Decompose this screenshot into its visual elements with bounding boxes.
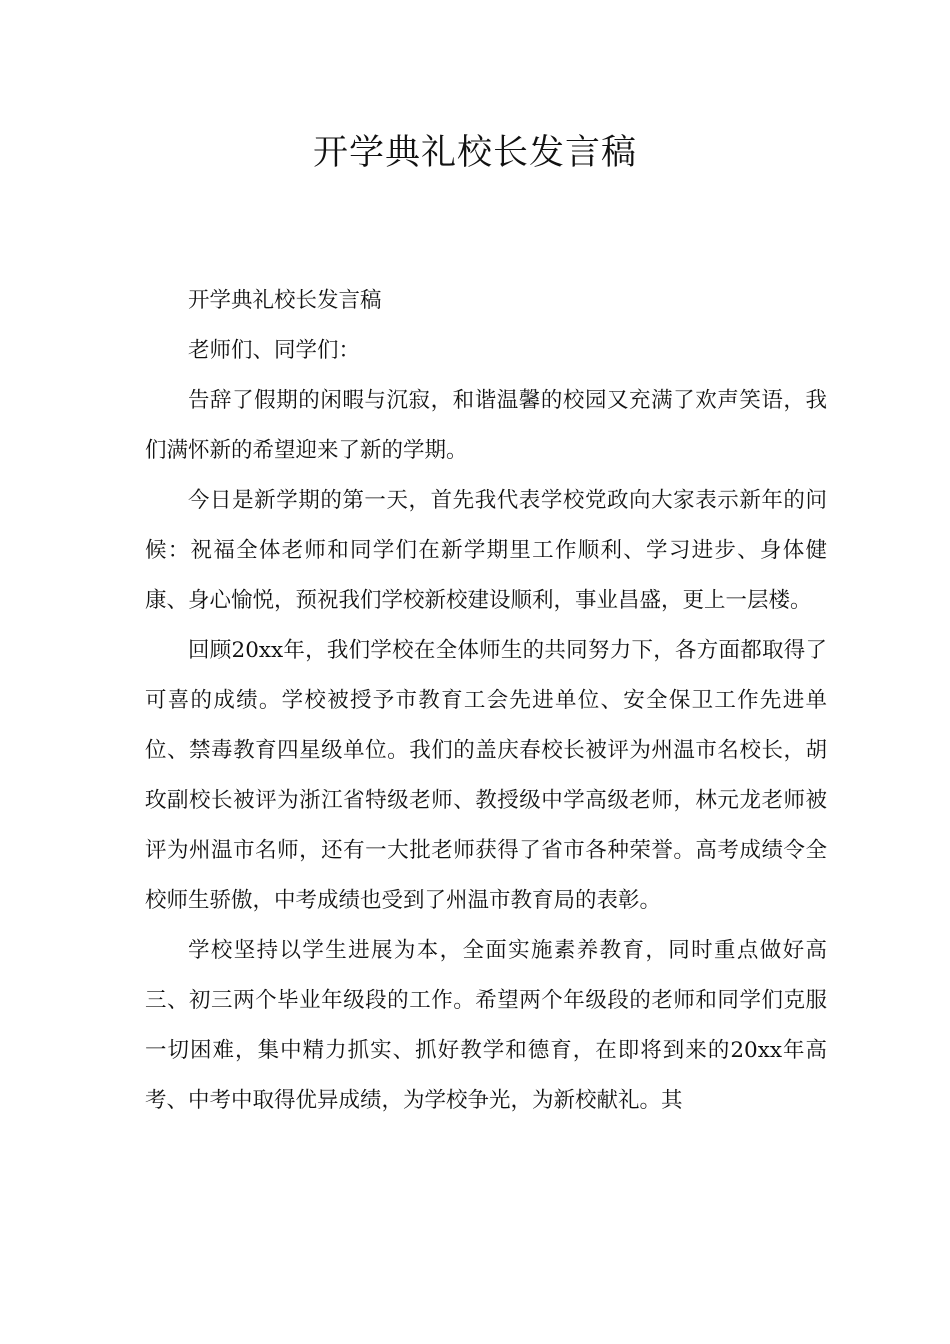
paragraph-review: 回顾20xx年，我们学校在全体师生的共同努力下，各方面都取得了可喜的成绩。学校被授予市教育工会先进单位、安全保卫工作先进单位、禁毒教育四星级单位。我们的盖庆春校长被评为州温市名校长，胡玫副校长被评为浙江省特级老师、教授级中学高级老师，林元龙老师被评为州温市名师，还有一大批老师获得了省市各种荣誉。高考成绩令全校师生骄傲，中考成绩也受到了州温市教育局的表彰。 <box>145 638 827 913</box>
paragraph-goals: 学校坚持以学生进展为本，全面实施素养教育，同时重点做好高三、初三两个毕业年级段的工作。希望两个年级段的老师和同学们克服一切困难，集中精力抓实、抓好教学和德育，在即将到来的20xx年高考、中考中取得优异成绩，为学校争光，为新校献礼。其 <box>145 938 827 1113</box>
document-title: 开学典礼校长发言稿 <box>312 133 637 173</box>
paragraph-greeting: 今日是新学期的第一天，首先我代表学校党政向大家表示新年的问候：祝福全体老师和同学们在新学期里工作顺利、学习进步、身体健康、身心愉悦，预祝我们学校新校建设顺利，事业昌盛，更上一层楼。 <box>145 488 827 613</box>
document-body <box>145 276 827 1126</box>
paragraph-heading: 开学典礼校长发言稿 <box>188 288 382 313</box>
paragraph-salutation: 老师们、同学们： <box>188 338 361 363</box>
paragraph-opening: 告辞了假期的闲暇与沉寂，和谐温馨的校园又充满了欢声笑语，我们满怀新的希望迎来了新的学期。 <box>145 388 827 463</box>
